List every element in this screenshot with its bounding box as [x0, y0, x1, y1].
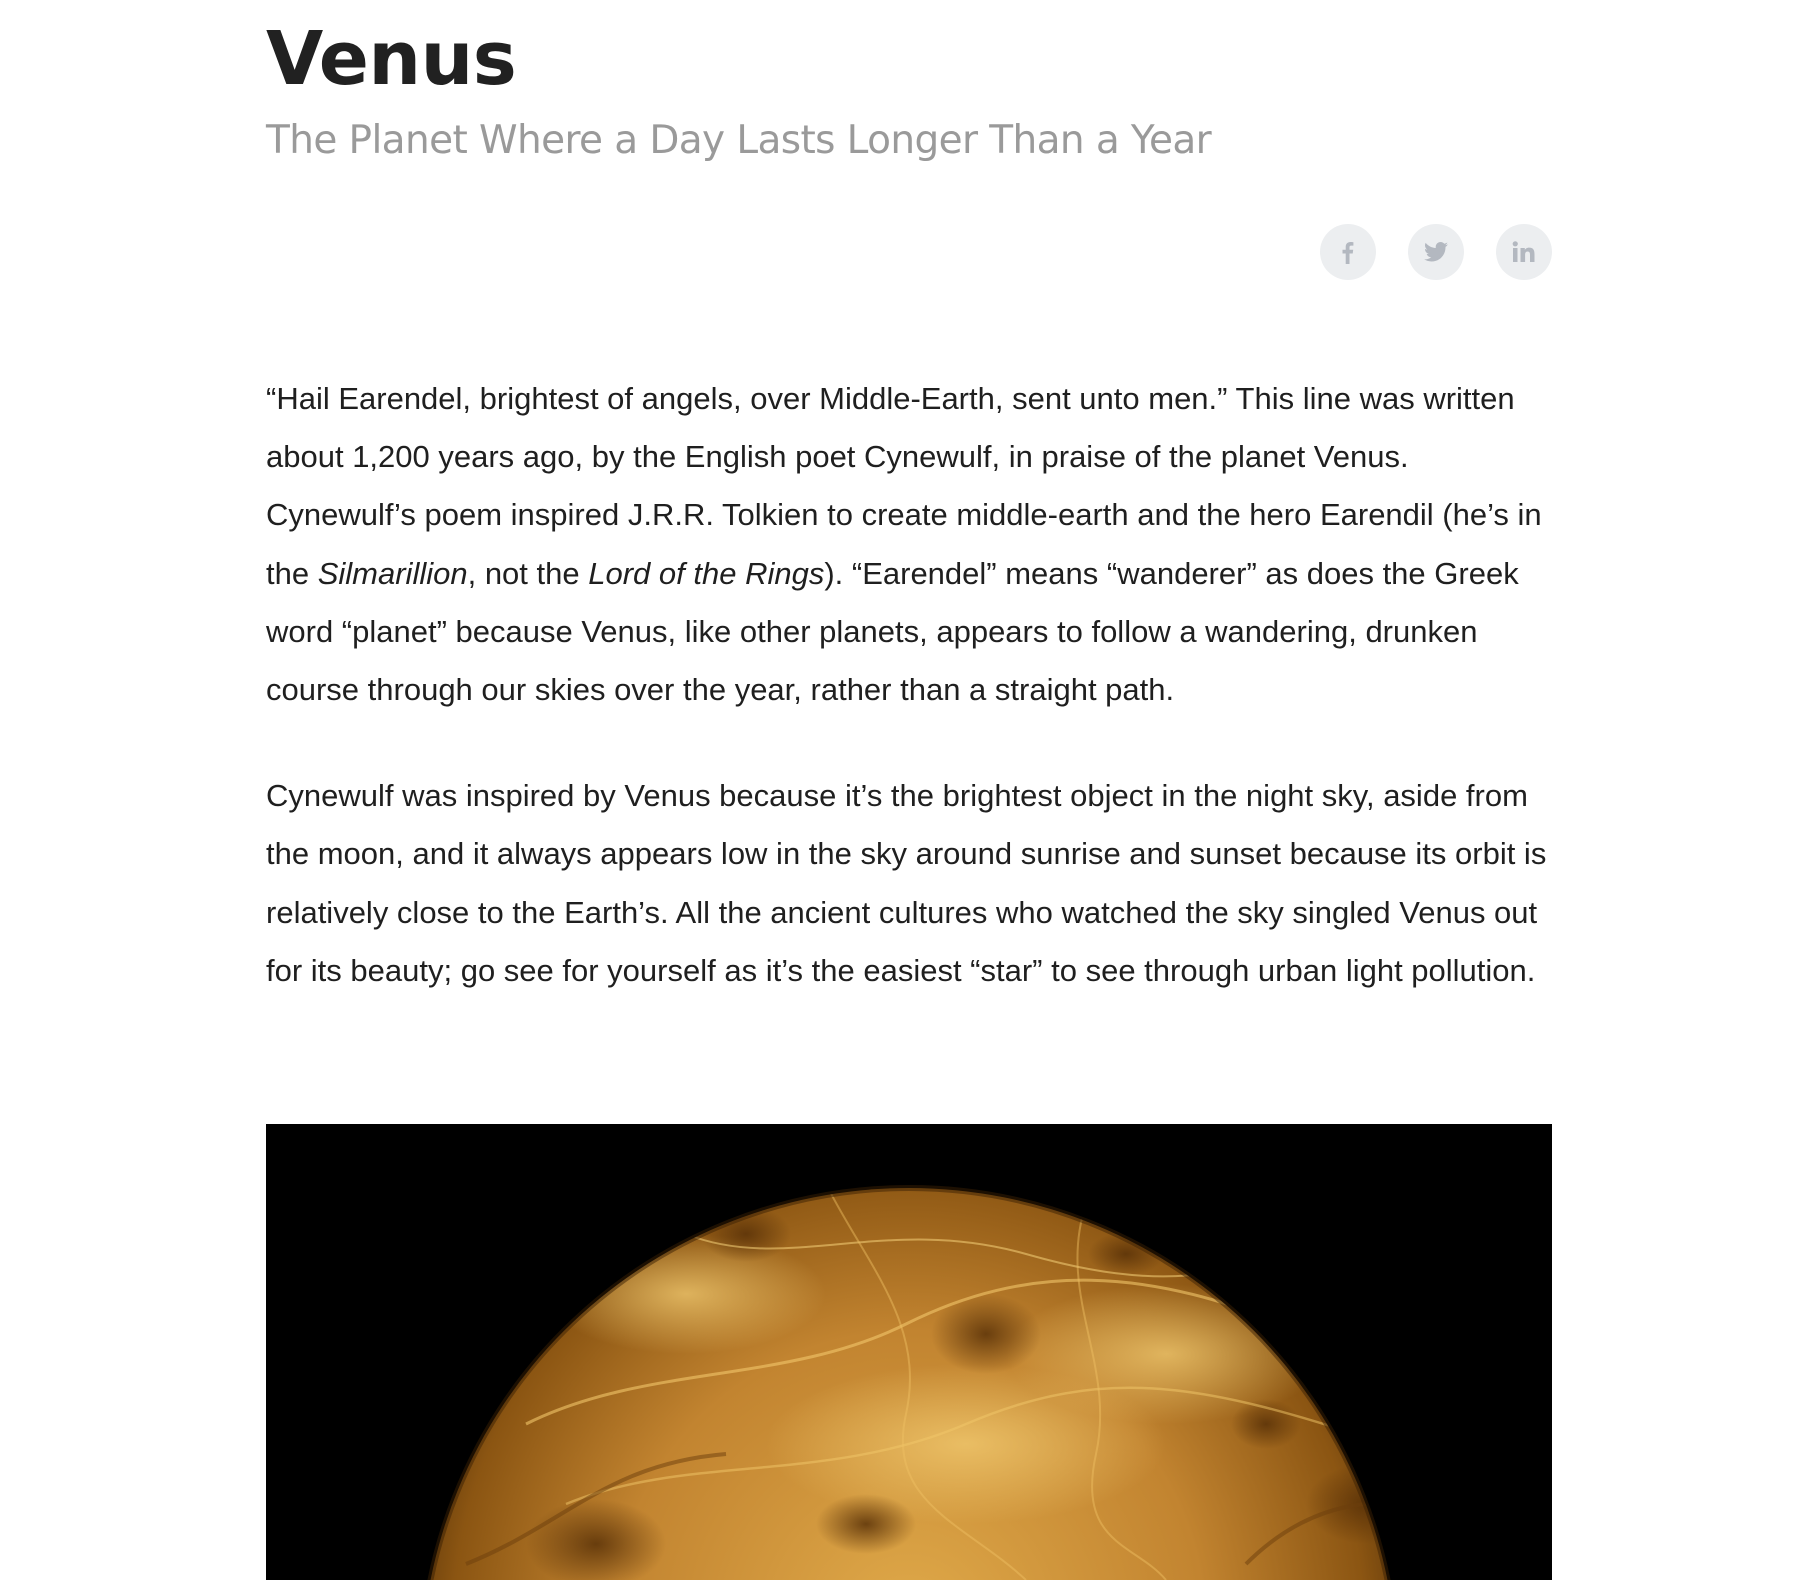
- venus-image: [266, 1124, 1552, 1580]
- linkedin-icon: [1512, 241, 1536, 263]
- share-linkedin-button[interactable]: [1496, 224, 1552, 280]
- book-title-lotr: Lord of the Rings: [588, 555, 825, 591]
- twitter-icon: [1424, 242, 1448, 262]
- facebook-icon: [1338, 240, 1358, 264]
- paragraph-1-text-b: , not the: [467, 555, 589, 591]
- page-subtitle: The Planet Where a Day Lasts Longer Than a Year: [266, 118, 1212, 163]
- share-facebook-button[interactable]: [1320, 224, 1376, 280]
- paragraph-1-text-c: ). “Earendel” means “wanderer” as does the Greek word “planet” because Venus, like other planets, appears to follow a wandering, drunken course through our skies over the year, rather than a straight path.: [266, 555, 1519, 708]
- article-body: [266, 370, 1556, 1048]
- share-twitter-button[interactable]: [1408, 224, 1464, 280]
- page-title: Venus: [266, 16, 517, 102]
- paragraph-2: Cynewulf was inspired by Venus because it’s the brightest object in the night sky, aside from the moon, and it always appears low in the sky around sunrise and sunset because its orbit is relatively close to the Earth’s. All the ancient cultures who watched the sky singled Venus out for its beauty; go see for yourself as it’s the easiest “star” to see through urban light pollution.: [266, 778, 1547, 988]
- paragraph-1-text-a: “Hail Earendel, brightest of angels, over Middle-Earth, sent unto men.” This line was written about 1,200 years ago, by the English poet Cynewulf, in praise of the planet Venus. Cynewulf’s poem inspired J.R.R. Tolkien to create middle-earth and the hero Earendil (he’s in the: [266, 381, 1542, 591]
- paragraph-1: [266, 370, 1556, 719]
- book-title-silmarillion: Silmarillion: [317, 555, 468, 591]
- planet-venus-illustration: [266, 1124, 1552, 1580]
- share-bar: [1320, 224, 1552, 280]
